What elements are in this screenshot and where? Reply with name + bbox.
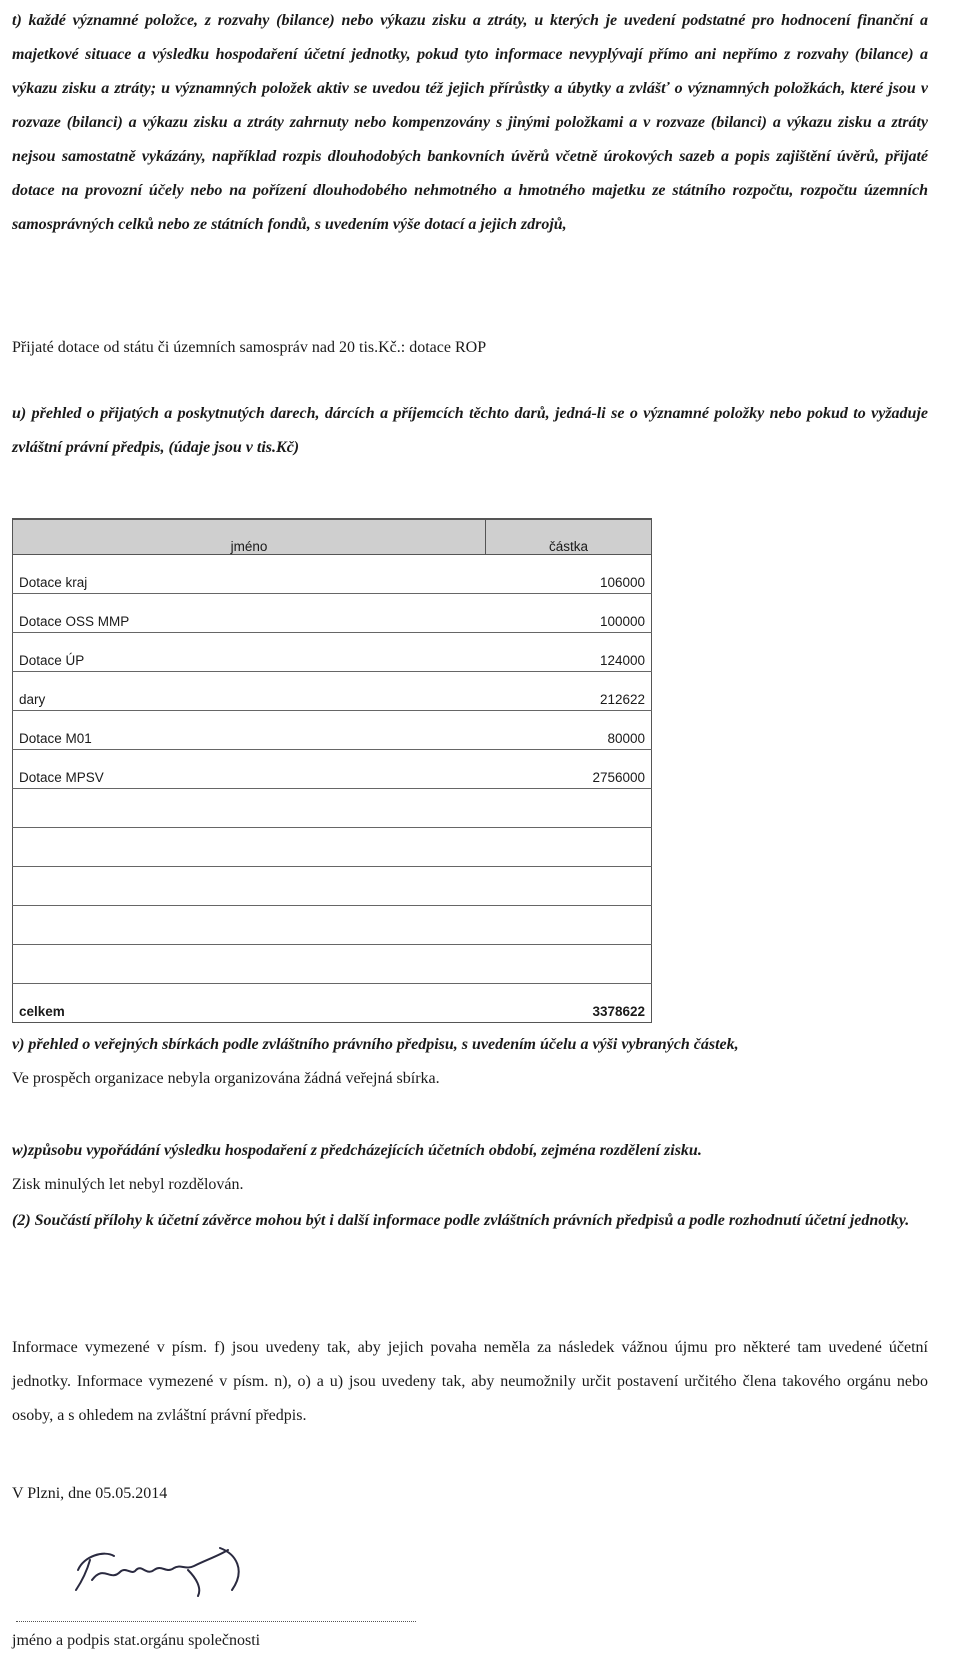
- table-header-row: [13, 519, 652, 555]
- row-name: Dotace M01: [13, 711, 486, 750]
- header-amount: částka: [486, 519, 652, 555]
- empty-row: [13, 945, 652, 984]
- section-2-text: (2) Součástí přílohy k účetní závěrce mohou být i další informace podle zvláštních právních předpisů a podle rozhodnutí účetní jednotky.: [12, 1212, 910, 1229]
- section-u-text: u) přehled o přijatých a poskytnutých darech, dárcích a příjemcích těchto darů, jedná-li se o významné položky nebo pokud to vyžaduje zvláštní právní předpis, (údaje jsou v tis.Kč): [12, 405, 928, 456]
- section-t-answer: Přijaté dotace od státu či územních samospráv nad 20 tis.Kč.: dotace ROP: [12, 339, 487, 356]
- empty-row: [13, 828, 652, 867]
- total-row: [13, 984, 652, 1023]
- row-amount: 124000: [486, 633, 652, 672]
- place-date: V Plzni, dne 05.05.2014: [12, 1485, 168, 1502]
- row-name: Dotace OSS MMP: [13, 594, 486, 633]
- section-v-answer: Ve prospěch organizace nebyla organizována žádná veřejná sbírka.: [12, 1070, 440, 1087]
- total-amount: 3378622: [486, 984, 652, 1023]
- total-label: celkem: [13, 984, 486, 1023]
- table-row: [13, 555, 652, 594]
- row-amount: 212622: [486, 672, 652, 711]
- section-v-text: v) přehled o veřejných sbírkách podle zvláštního právního předpisu, s uvedením účelu a výši vybraných částek,: [12, 1036, 739, 1053]
- row-amount: 106000: [486, 555, 652, 594]
- empty-row: [13, 906, 652, 945]
- empty-row: [13, 789, 652, 828]
- table-row: [13, 750, 652, 789]
- header-name: jméno: [13, 519, 486, 555]
- signature-caption: jméno a podpis stat.orgánu společnosti: [12, 1632, 261, 1649]
- row-name: Dotace ÚP: [13, 633, 486, 672]
- row-name: Dotace kraj: [13, 555, 486, 594]
- row-name: Dotace MPSV: [13, 750, 486, 789]
- section-w-text: w)způsobu vypořádání výsledku hospodaření z předcházejících účetních období, zejména rozdělení zisku.: [12, 1142, 702, 1159]
- table-row: [13, 672, 652, 711]
- row-amount: 2756000: [486, 750, 652, 789]
- table-row: [13, 594, 652, 633]
- info-paragraph: Informace vymezené v písm. f) jsou uvedeny tak, aby jejich povaha neměla za následek vážnou újmu pro některé tam uvedené účetní jednotky. Informace vymezené v písm. n), o) a u) jsou uvedeny tak, aby neumožnily určit postavení určitého člena takového orgánu nebo osoby, a s ohledem na zvláštní právní předpis.: [12, 1339, 928, 1424]
- row-amount: 80000: [486, 711, 652, 750]
- empty-row: [13, 867, 652, 906]
- row-amount: 100000: [486, 594, 652, 633]
- table-row: [13, 711, 652, 750]
- handwritten-signature: [70, 1540, 270, 1604]
- section-t-text: t) každé významné položce, z rozvahy (bilance) nebo výkazu zisku a ztráty, u kterých je uvedení podstatné pro hodnocení finanční a majetkové situace a výsledku hospodaření účetní jednotky, pokud tyto informace nevyplývají přímo ani nepřímo z rozvahy (bilance) a výkazu zisku a ztráty; u významných položek aktiv se uvedou též jejich přírůstky a úbytky a zvlášť o významných položkách, které jsou v rozvaze (bilanci) a výkazu zisku a ztráty zahrnuty nebo kompenzovány s jinými položkami a v rozvaze (bilanci) a výkazu zisku a ztráty nejsou samostatně vykázány, například rozpis dlouhodobých bankovních úvěrů včetně úrokových sazeb a popis zajištění úvěrů, přijaté dotace na provozní účely nebo na pořízení dlouhodobého nehmotného a hmotného majetku ze státního rozpočtu, rozpočtu územních samosprávných celků nebo ze státních fondů, s uvedením výše dotací a jejich zdrojů,: [12, 12, 928, 233]
- section-w-answer: Zisk minulých let nebyl rozdělován.: [12, 1176, 244, 1193]
- donations-table: [12, 518, 652, 1023]
- signature-line: [16, 1621, 416, 1622]
- table-row: [13, 633, 652, 672]
- row-name: dary: [13, 672, 486, 711]
